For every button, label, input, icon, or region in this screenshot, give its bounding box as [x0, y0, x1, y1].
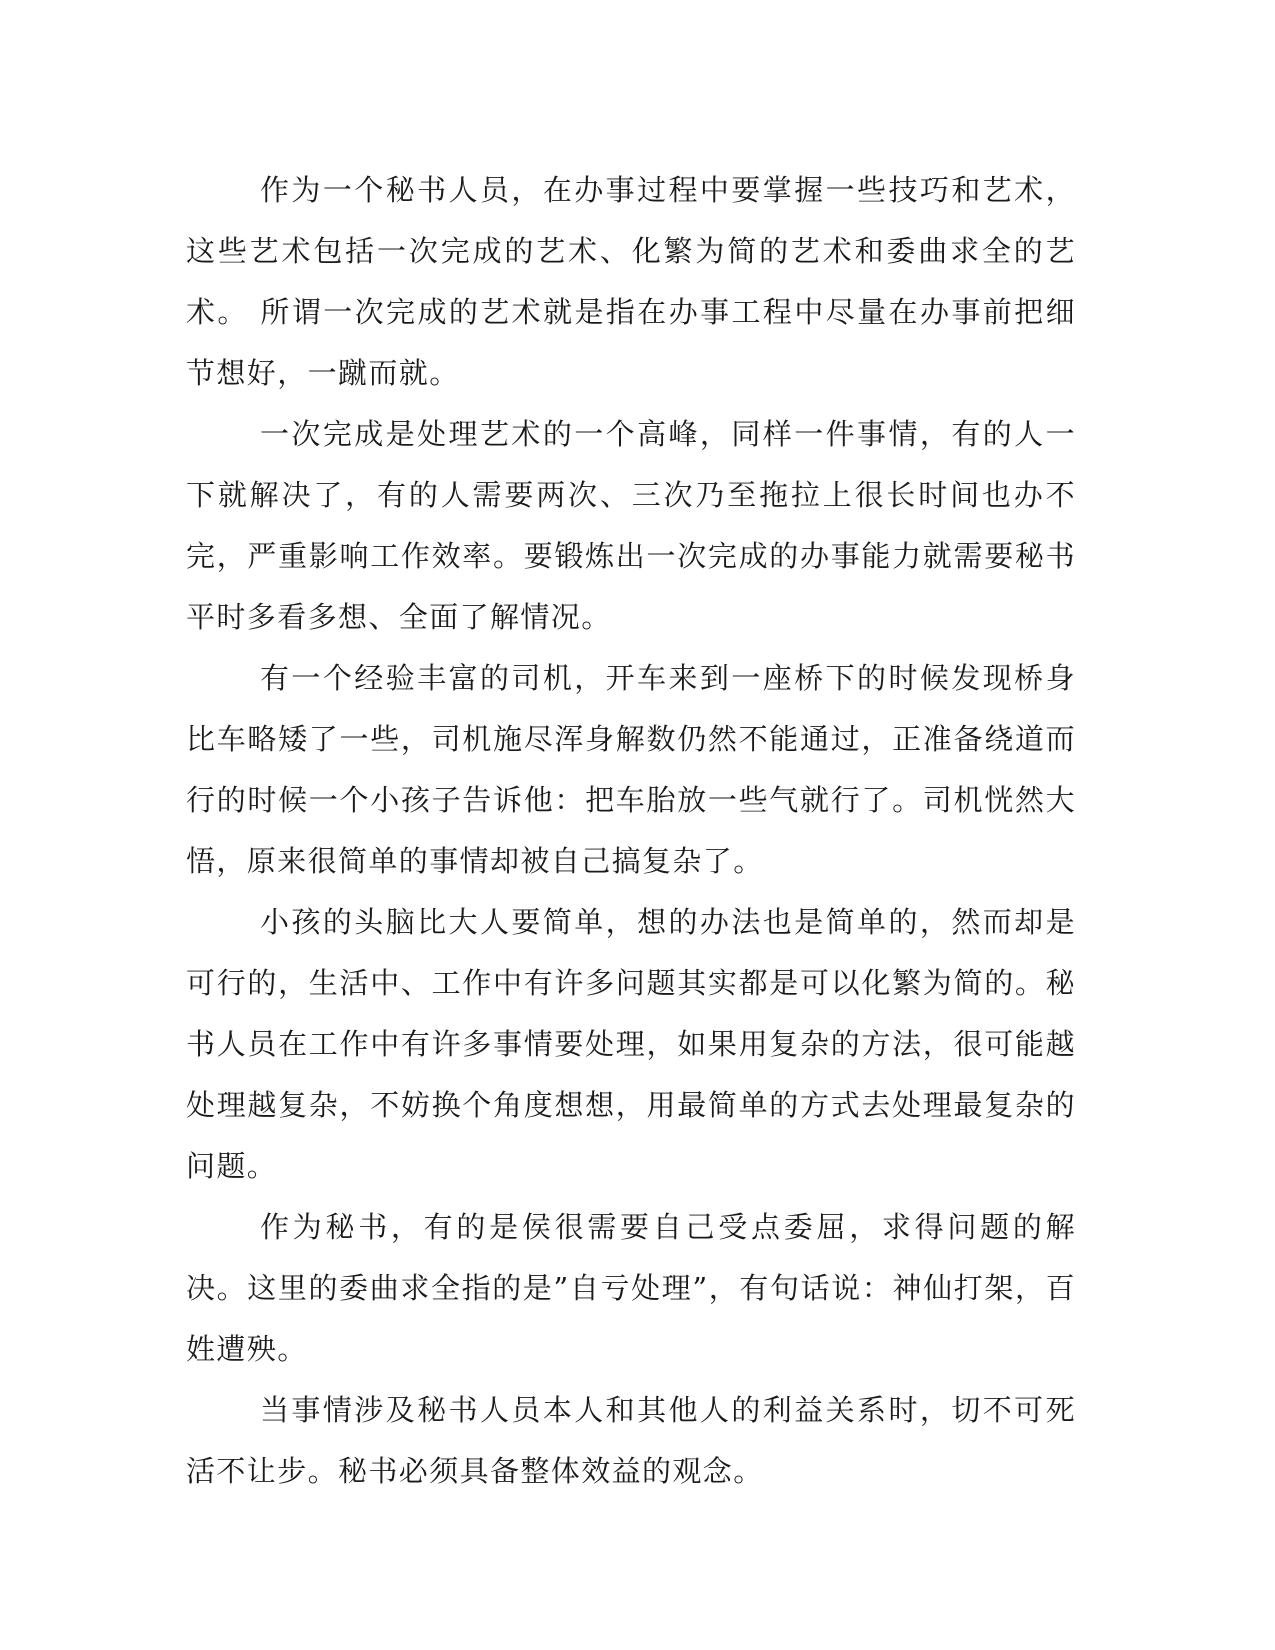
paragraph-3: 有一个经验丰富的司机，开车来到一座桥下的时候发现桥身比车略矮了一些，司机施尽浑身解数仍然不能通过，正准备绕道而行的时候一个小孩子告诉他：把车胎放一些气就行了。司机恍然大悟，原来很简单的事情却被自己搞复杂了。: [186, 661, 1076, 878]
paragraph-5: 作为秘书，有的是侯很需要自己受点委屈，求得问题的解决。这里的委曲求全指的是”自亏处理”，有句话说：神仙打架，百姓遭殃。: [186, 1210, 1076, 1366]
paragraph-6: 当事情涉及秘书人员本人和其他人的利益关系时，切不可死活不让步。秘书必须具备整体效益的观念。: [186, 1393, 1076, 1488]
paragraph-2: 一次完成是处理艺术的一个高峰，同样一件事情，有的人一下就解决了，有的人需要两次、三次乃至拖拉上很长时间也办不完，严重影响工作效率。要锻炼出一次完成的办事能力就需要秘书平时多看多想、全面了解情况。: [186, 417, 1076, 634]
paragraph-4: 小孩的头脑比大人要简单，想的办法也是简单的，然而却是可行的，生活中、工作中有许多问题其实都是可以化繁为简的。秘书人员在工作中有许多事情要处理，如果用复杂的方法，很可能越处理越复杂，不妨换个角度想想，用最简单的方式去处理最复杂的问题。: [186, 905, 1076, 1183]
paragraph-1: 作为一个秘书人员，在办事过程中要掌握一些技巧和艺术，这些艺术包括一次完成的艺术、化繁为简的艺术和委曲求全的艺术。 所谓一次完成的艺术就是指在办事工程中尽量在办事前把细节想好，一蹴而就。: [186, 173, 1076, 390]
document-body: [186, 160, 1076, 1502]
